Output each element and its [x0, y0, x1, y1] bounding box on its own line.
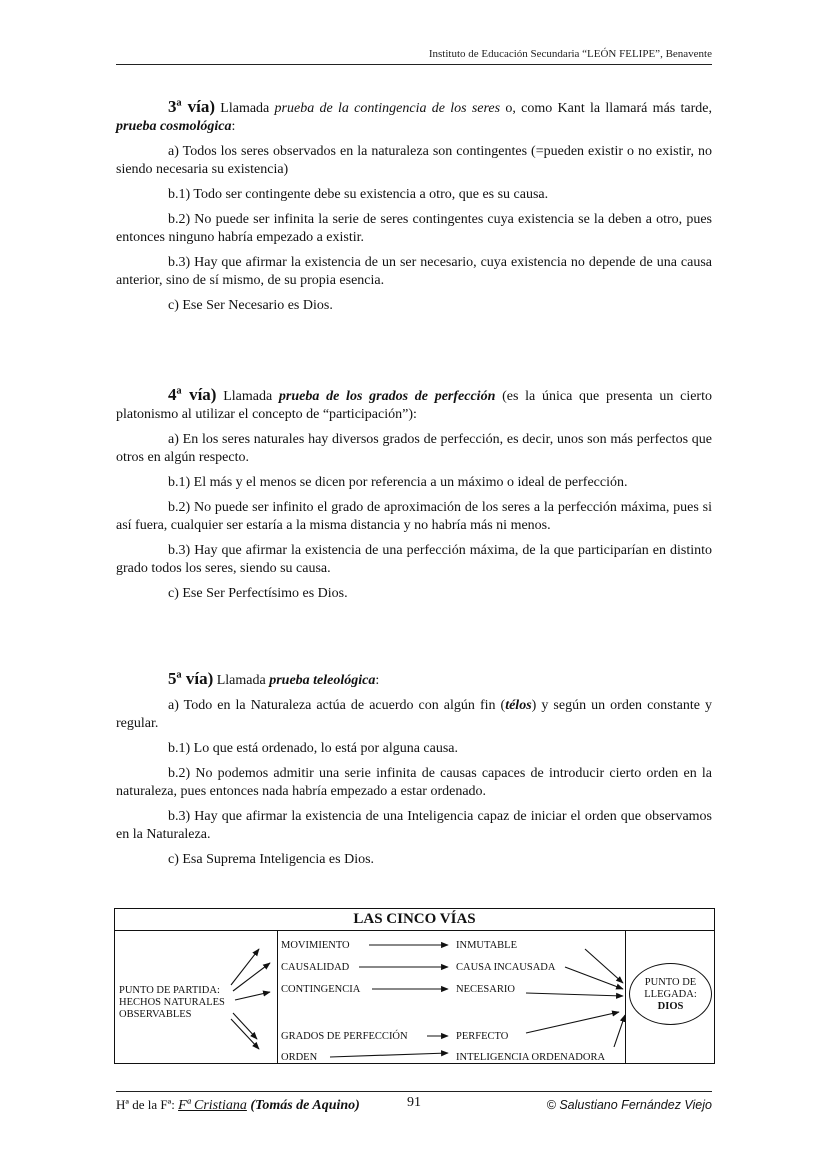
start-label-line: OBSERVABLES — [119, 1009, 192, 1020]
arrow-start-movimiento — [231, 949, 259, 985]
header-rule — [116, 64, 712, 65]
via3-text3: : — [231, 119, 236, 134]
via3-text1: Llamada — [215, 101, 275, 116]
via-label-left: CONTINGENCIA — [281, 984, 361, 995]
via5-item: b.2) No podemos admitir una serie infinita de causas capaces de introducir cierto orden en la naturaleza, pues entonces nada habría empezado a estar ordenado. — [116, 766, 712, 799]
end-label-line: PUNTO DE — [644, 977, 697, 988]
arrow-start-causalidad — [233, 963, 270, 991]
via3-text2: o, como Kant la llamará más tarde, — [500, 101, 712, 116]
via4-name: prueba de los grados de perfección — [278, 389, 496, 404]
via4-text2: (es la única que presenta un cierto platonismo al utilizar el concepto de “participación”): — [116, 389, 712, 422]
via4-item: b.2) No puede ser infinito el grado de aproximación de los seres a la perfección máxima, pues si así fuera, cualquier ser estaría a la misma distancia y no habría más ni menos. — [116, 500, 712, 533]
start-label-line: HECHOS NATURALES — [119, 997, 225, 1008]
via4-number: 4ª vía) — [168, 385, 217, 404]
via3-item: b.3) Hay que afirmar la existencia de un ser necesario, cuya existencia no depende de una causa anterior, sino de sí mismo, de su propia esencia. — [116, 255, 712, 288]
via5-text1: Llamada — [213, 673, 270, 688]
arrow-perfecto-end — [526, 1012, 619, 1033]
via3-alt-name: prueba cosmológica — [116, 119, 232, 134]
arrow-start-orden — [231, 1019, 259, 1049]
via5-heading — [116, 670, 712, 690]
arrow-start-grados — [233, 1013, 257, 1039]
via-label-left: MOVIMIENTO — [281, 940, 350, 951]
arrow-start-contingencia — [235, 992, 270, 1000]
via5-name: prueba teleológica — [269, 673, 376, 688]
via-label-left: CAUSALIDAD — [281, 962, 350, 973]
telos-word: télos — [505, 698, 532, 713]
via5-a-pre: a) Todo en la Naturaleza actúa de acuerdo con algún fin ( — [168, 698, 506, 713]
via-label-right: INTELIGENCIA ORDENADORA — [456, 1052, 606, 1063]
via-label-left: ORDEN — [281, 1052, 318, 1063]
via5-item-a — [116, 697, 712, 733]
arrow-orden — [330, 1053, 448, 1057]
arrow-causa-end — [565, 967, 623, 989]
footer-copyright: © Salustiano Fernández Viejo — [546, 1098, 712, 1112]
via3-heading — [116, 98, 712, 136]
via4-item: b.1) El más y el menos se dicen por referencia a un máximo o ideal de perfección. — [168, 475, 628, 490]
via4-text1: Llamada — [216, 389, 279, 404]
end-label-line: LLEGADA: — [644, 989, 697, 1000]
end-label-dios: DIOS — [657, 1001, 684, 1012]
footer-prefix: Hª de la Fª: — [116, 1097, 179, 1112]
via4-item: a) En los seres naturales hay diversos grados de perfección, es decir, unos son más perfectos que otros en algún respecto. — [116, 432, 712, 465]
footer-rule — [116, 1091, 712, 1092]
via5-item: b.3) Hay que afirmar la existencia de una Inteligencia capaz de iniciar el orden que observamos en la Naturaleza. — [116, 809, 712, 842]
via-label-right: INMUTABLE — [456, 940, 517, 951]
footer-course: Fª Cristiana — [178, 1098, 247, 1113]
via3-name: prueba de la contingencia de los seres — [274, 101, 501, 116]
cinco-vias-diagram — [114, 908, 715, 1064]
arrow-inteligencia-end — [614, 1015, 625, 1047]
via-label-right: CAUSA INCAUSADA — [456, 962, 556, 973]
header-institution: Instituto de Educación Secundaria “LEÓN FELIPE”, Benavente — [428, 48, 712, 60]
page-number: 91 — [407, 1095, 421, 1110]
arrow-inmutable-end — [585, 949, 623, 983]
via3-number: 3ª vía) — [168, 97, 216, 116]
diagram-title: LAS CINCO VÍAS — [115, 909, 714, 931]
start-label-line: PUNTO DE PARTIDA: — [119, 985, 220, 996]
document-body — [116, 98, 712, 876]
via5-number: 5ª vía) — [168, 669, 214, 688]
via-label-left: GRADOS DE PERFECCIÓN — [281, 1031, 408, 1042]
via3-item: a) Todos los seres observados en la naturaleza son contingentes (=pueden existir o no existir, no siendo necesaria su existencia) — [116, 144, 712, 177]
via5-item: b.1) Lo que está ordenado, lo está por alguna causa. — [168, 741, 459, 756]
via4-heading — [116, 386, 712, 424]
footer-course-info — [116, 1097, 360, 1114]
via3-item: c) Ese Ser Necesario es Dios. — [168, 298, 333, 313]
via4-item: c) Ese Ser Perfectísimo es Dios. — [168, 586, 348, 601]
via-label-right: NECESARIO — [456, 984, 515, 995]
via4-item: b.3) Hay que afirmar la existencia de una perfección máxima, de la que participarían en distinto grado todos los seres, siendo su causa. — [116, 543, 712, 576]
arrow-necesario-end — [526, 993, 623, 996]
footer-author: (Tomás de Aquino) — [246, 1098, 360, 1113]
via5-a-post: ) y según un orden constante y regular. — [116, 698, 712, 731]
via3-item: b.2) No puede ser infinita la serie de seres contingentes cuya existencia se la deben a otro, pues entonces ninguno habría empezado a existir. — [116, 212, 712, 245]
via3-item: b.1) Todo ser contingente debe su existencia a otro, que es su causa. — [168, 187, 549, 202]
via-label-right: PERFECTO — [456, 1031, 509, 1042]
diagram-arrows — [115, 909, 713, 1062]
via5-text2: : — [375, 673, 380, 688]
via5-item: c) Esa Suprema Inteligencia es Dios. — [168, 852, 375, 867]
